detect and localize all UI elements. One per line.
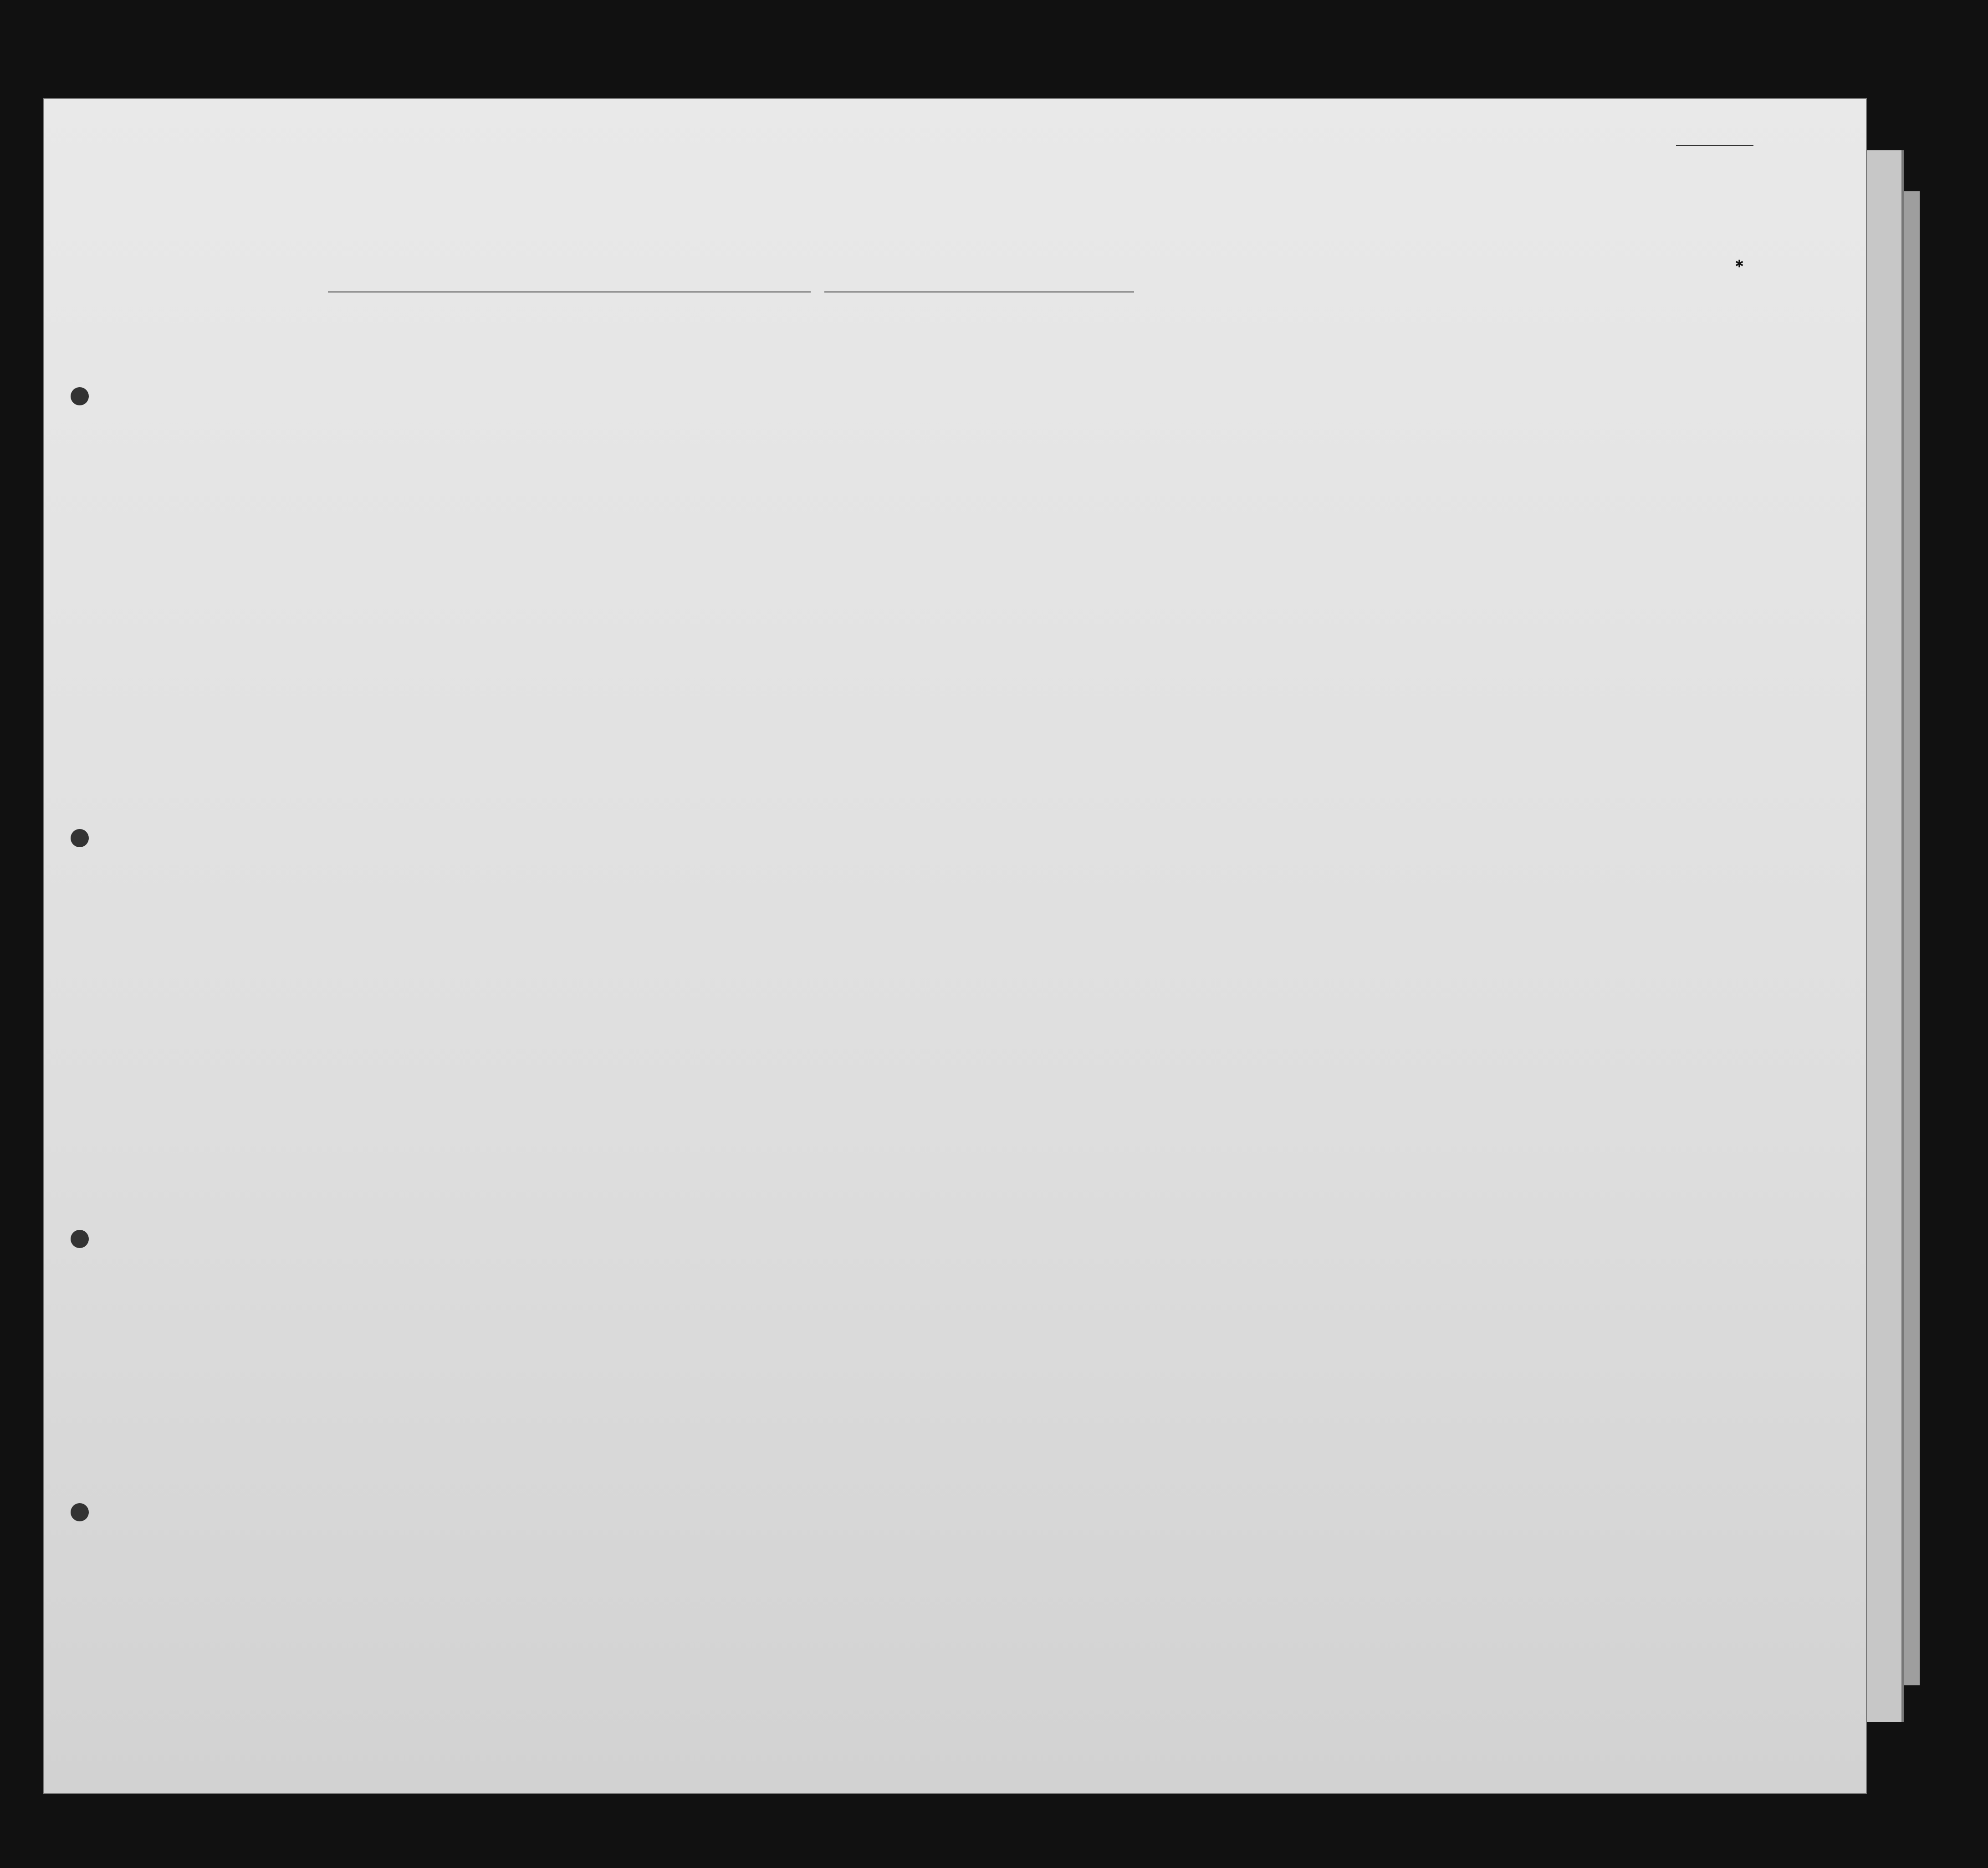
star-mark: ✱: [1735, 255, 1744, 271]
